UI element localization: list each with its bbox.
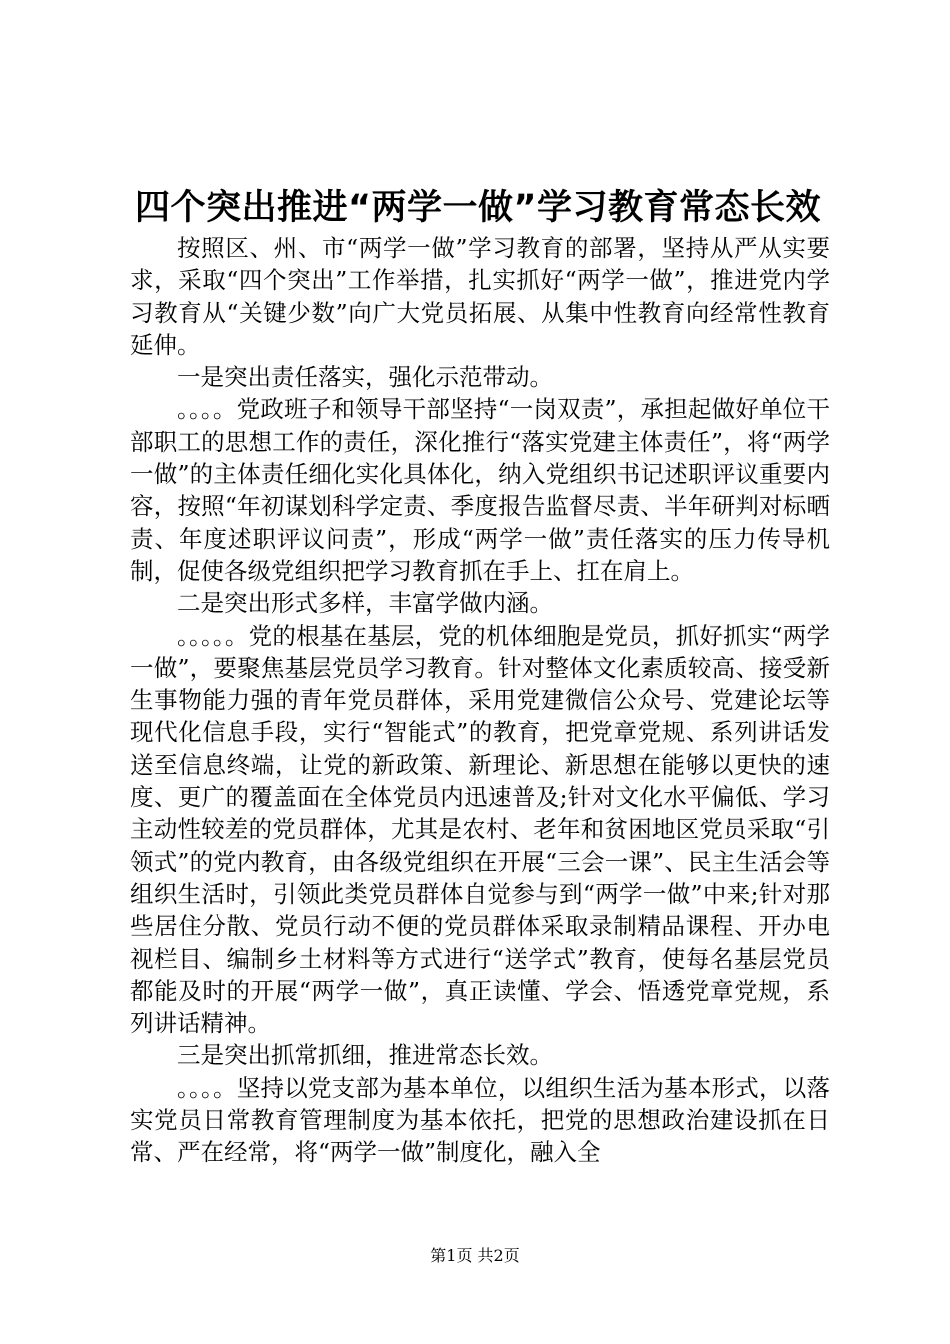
paragraph-section-3: 。。。。坚持以党支部为基本单位，以组织生活为基本形式，以落实党员日常教育管理制度为基本依托，把党的思想政治建设抓在日常、严在经常，将“两学一做”制度化，融入全	[130, 1073, 830, 1167]
paragraph-heading-3: 三是突出抓常抓细，推进常态长效。	[177, 1041, 553, 1070]
paragraph-heading-1: 一是突出责任落实，强化示范带动。	[177, 363, 553, 392]
paragraph-section-1: 。。。。党政班子和领导干部坚持“一岗双责”，承担起做好单位干部职工的思想工作的责任，深化推行“落实党建主体责任”，将“两学一做”的主体责任细化实化具体化，纳入党组织书记述职评议重要内容，按照“年初谋划科学定责、季度报告监督尽责、半年研判对标晒责、年度述职评议问责”，形成“两学一做”责任落实的压力传导机制，促使各级党组织把学习教育抓在手上、扛在肩上。	[130, 395, 830, 585]
document-title: 四个突出推进“两学一做”学习教育常态长效	[134, 188, 821, 228]
paragraph-section-2: 。。。。。党的根基在基层，党的机体细胞是党员，抓好抓实“两学一做”，要聚焦基层党员学习教育。针对整体文化素质较高、接受新生事物能力强的青年党员群体，采用党建微信公众号、党建论坛等现代化信息手段，实行“智能式”的教育，把党章党规、系列讲话发送至信息终端，让党的新政策、新理论、新思想在能够以更快的速度、更广的覆盖面在全体党员内迅速普及;针对文化水平偏低、学习主动性较差的党员群体，尤其是农村、老年和贫困地区党员采取“引领式”的党内教育，由各级党组织在开展“三会一课”、民主生活会等组织生活时，引领此类党员群体自觉参与到“两学一做”中来;针对那些居住分散、党员行动不便的党员群体采取录制精品课程、开办电视栏目、编制乡土材料等方式进行“送学式”教育，使每名基层党员都能及时的开展“两学一做”，真正读懂、学会、悟透党章党规，系列讲话精神。	[130, 621, 830, 1038]
page-footer: 第1页 共2页	[430, 1246, 520, 1265]
paragraph-intro: 按照区、州、市“两学一做”学习教育的部署，坚持从严从实要求，采取“四个突出”工作举措，扎实抓好“两学一做”，推进党内学习教育从“关键少数”向广大党员拓展、从集中性教育向经常性教育延伸。	[130, 234, 830, 359]
document-body	[130, 232, 830, 1169]
paragraph-heading-2: 二是突出形式多样，丰富学做内涵。	[177, 589, 553, 618]
